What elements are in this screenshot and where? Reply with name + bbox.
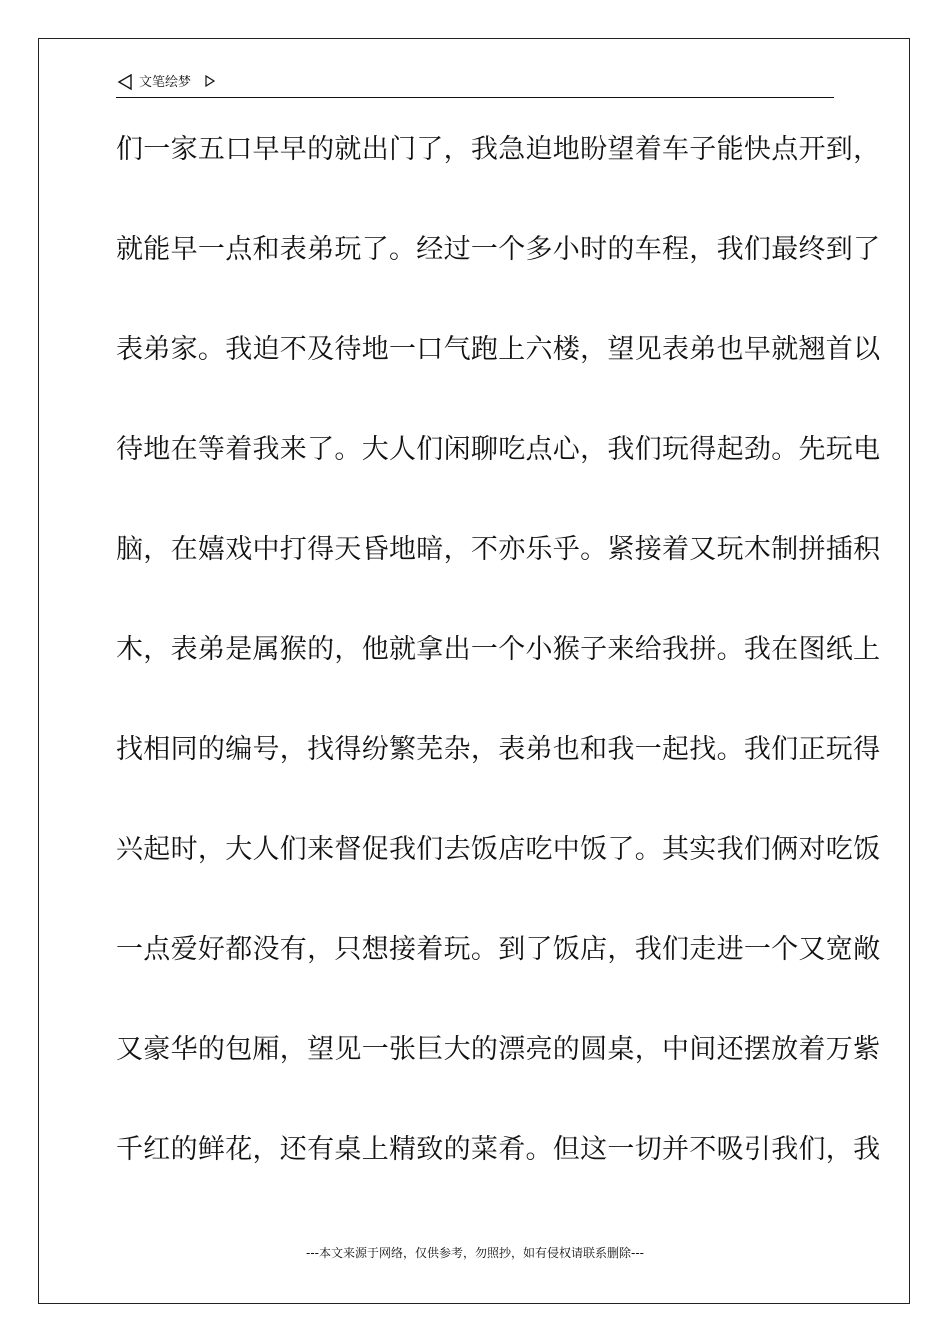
text-line: 兴起时，大人们来督促我们去饭店吃中饭了。其实我们俩对吃饭: [116, 834, 881, 865]
page-header: [116, 72, 834, 98]
text-line: 一点爱好都没有，只想接着玩。到了饭店，我们走进一个又宽敞: [116, 934, 881, 965]
text-line: 木，表弟是属猴的，他就拿出一个小猴子来给我拼。我在图纸上: [116, 634, 881, 665]
footer-disclaimer: ---本文来源于网络，仅供参考，勿照抄，如有侵权请联系删除---: [306, 1246, 644, 1260]
text-line: 又豪华的包厢，望见一张巨大的漂亮的圆桌，中间还摆放着万紫: [116, 1034, 881, 1065]
text-line: 找相同的编号，找得纷繁芜杂，表弟也和我一起找。我们正玩得: [116, 734, 881, 765]
text-line: 就能早一点和表弟玩了。经过一个多小时的车程，我们最终到了: [116, 234, 881, 265]
header-title: 文笔绘梦: [139, 75, 192, 90]
text-line: 待地在等着我来了。大人们闲聊吃点心，我们玩得起劲。先玩电: [116, 434, 881, 465]
text-line: 们一家五口早早的就出门了，我急迫地盼望着车子能快点开到，: [116, 134, 881, 165]
text-line: 脑，在嬉戏中打得天昏地暗，不亦乐乎。紧接着又玩木制拼插积: [116, 534, 881, 565]
text-line: 表弟家。我迫不及待地一口气跑上六楼，望见表弟也早就翘首以: [116, 334, 881, 365]
triangle-left-outline-icon: [116, 73, 134, 91]
triangle-right-outline-icon: [204, 75, 216, 87]
article-body: [116, 128, 881, 1228]
text-line: 千红的鲜花，还有桌上精致的菜肴。但这一切并不吸引我们，我: [116, 1134, 881, 1165]
